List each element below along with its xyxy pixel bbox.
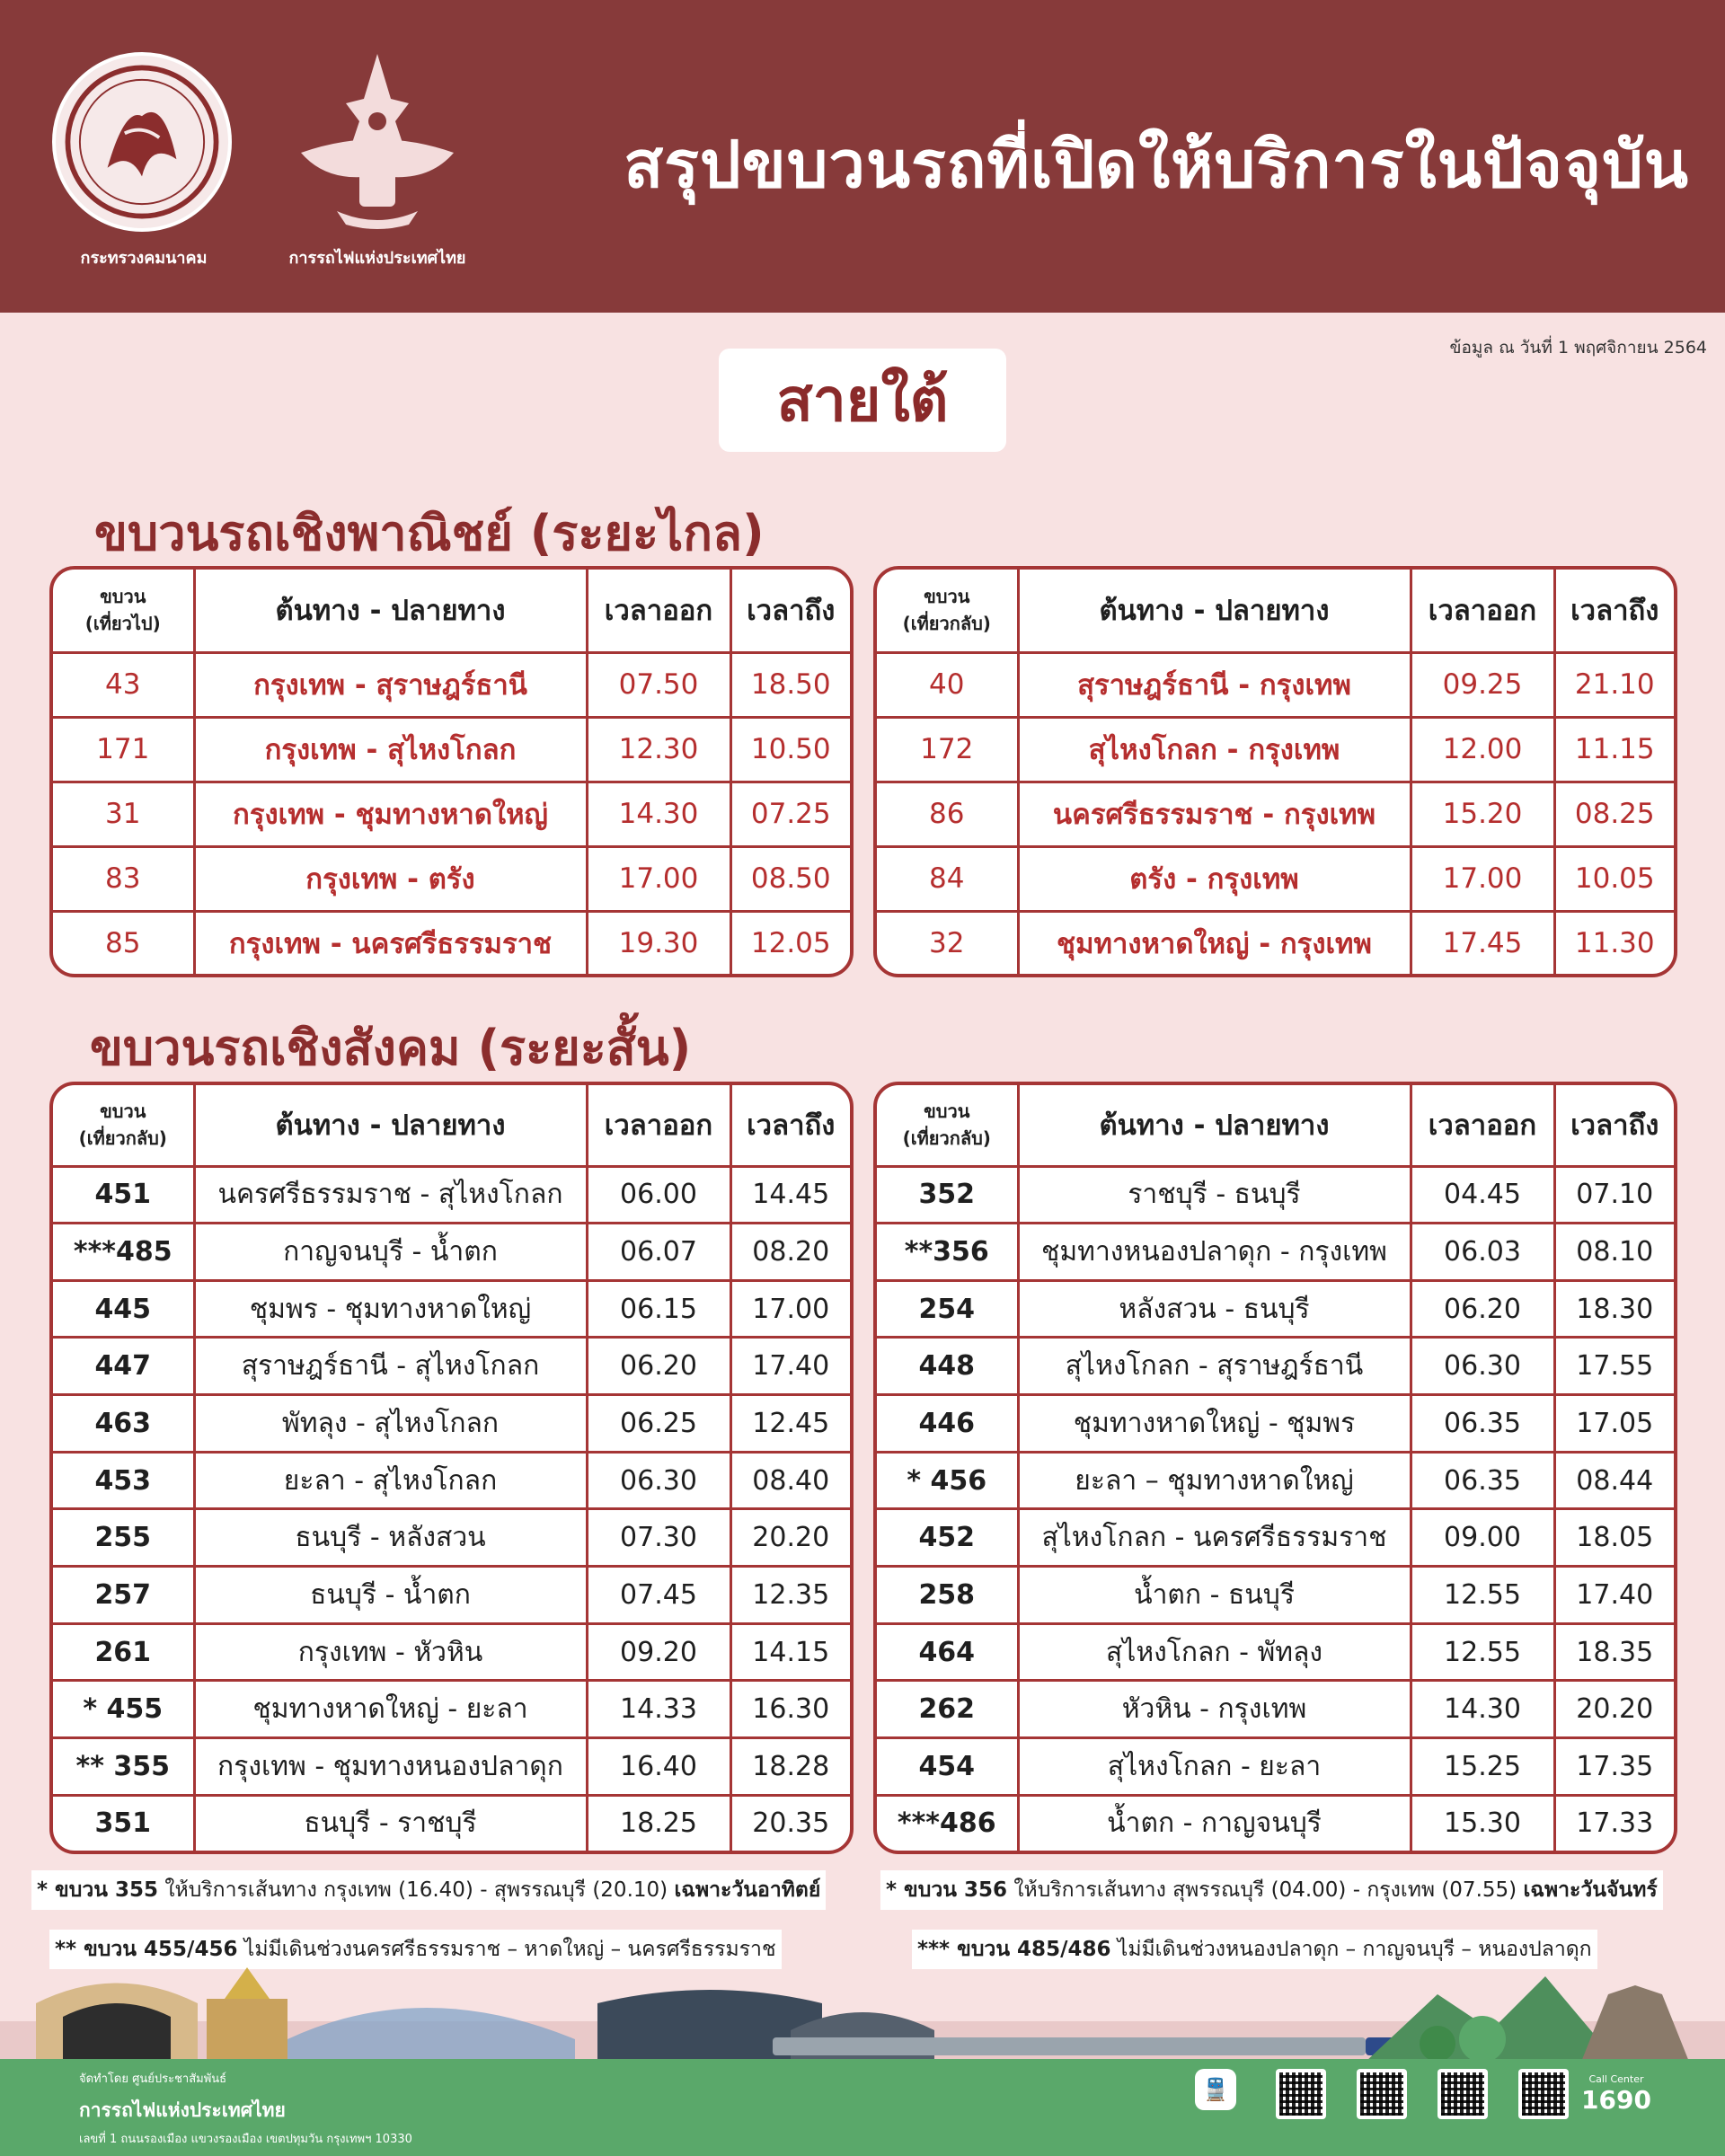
srt-emblem-logo bbox=[283, 49, 472, 234]
route-cell: สุไหงโกลก - ยะลา bbox=[1018, 1738, 1411, 1796]
depart-time: 15.30 bbox=[1411, 1795, 1554, 1851]
page-title: สรุปขบวนรถที่เปิดให้บริการในปัจจุบัน bbox=[624, 127, 1689, 202]
depart-header: เวลาออก bbox=[1411, 1085, 1554, 1166]
train-number: 454 bbox=[877, 1738, 1018, 1796]
arrive-time: 17.40 bbox=[730, 1338, 850, 1395]
table-row bbox=[877, 1452, 1674, 1509]
route-cell: ยะลา – ชุมทางหาดใหญ่ bbox=[1018, 1452, 1411, 1509]
arrive-time: 12.45 bbox=[730, 1395, 850, 1453]
route-header: ต้นทาง - ปลายทาง bbox=[1018, 570, 1411, 652]
table-row bbox=[877, 1166, 1674, 1224]
table-row bbox=[877, 1681, 1674, 1738]
call-center[interactable] bbox=[1581, 2073, 1651, 2115]
route-cell: กรุงเทพ - ชุมทางหนองปลาดุก bbox=[194, 1738, 587, 1796]
arrive-time: 18.30 bbox=[1554, 1280, 1674, 1338]
depart-time: 06.30 bbox=[587, 1452, 730, 1509]
route-cell: พัทลุง - สุไหงโกลก bbox=[194, 1395, 587, 1453]
table-row bbox=[53, 1567, 850, 1624]
arrive-time: 08.25 bbox=[1554, 782, 1674, 846]
table-row bbox=[877, 1280, 1674, 1338]
train-number: 32 bbox=[877, 911, 1018, 974]
depart-time: 12.30 bbox=[587, 717, 730, 782]
train-number: 446 bbox=[877, 1395, 1018, 1453]
region-label: สายใต้ bbox=[719, 349, 1006, 452]
arrive-time: 17.55 bbox=[1554, 1338, 1674, 1395]
train-app-icon[interactable]: 🚆 bbox=[1195, 2069, 1236, 2110]
arrive-time: 21.10 bbox=[1554, 652, 1674, 717]
route-cell: กาญจนบุรี - น้ำตก bbox=[194, 1224, 587, 1281]
data-date-note: ข้อมูล ณ วันที่ 1 พฤศจิกายน 2564 bbox=[1449, 338, 1707, 358]
table-row bbox=[877, 717, 1674, 782]
depart-time: 06.07 bbox=[587, 1224, 730, 1281]
train-no-header: ขบวน (เที่ยวไป) bbox=[53, 570, 194, 652]
train-number: **356 bbox=[877, 1224, 1018, 1281]
depart-time: 06.20 bbox=[1411, 1280, 1554, 1338]
table-row bbox=[877, 1738, 1674, 1796]
depart-time: 07.30 bbox=[587, 1509, 730, 1567]
depart-time: 14.30 bbox=[587, 782, 730, 846]
table-row bbox=[53, 782, 850, 846]
route-cell: สุราษฎร์ธานี - กรุงเทพ bbox=[1018, 652, 1411, 717]
arrive-time: 18.50 bbox=[730, 652, 850, 717]
table-row bbox=[53, 652, 850, 717]
short-distance-section-title: ขบวนรถเชิงสังคม (ระยะสั้น) bbox=[90, 1020, 692, 1076]
arrive-time: 17.05 bbox=[1554, 1395, 1674, 1453]
arrive-time: 17.35 bbox=[1554, 1738, 1674, 1796]
table-row bbox=[53, 1623, 850, 1681]
route-cell: น้ำตก - ธนบุรี bbox=[1018, 1567, 1411, 1624]
depart-header: เวลาออก bbox=[587, 1085, 730, 1166]
depart-time: 18.25 bbox=[587, 1795, 730, 1851]
arrive-time: 08.44 bbox=[1554, 1452, 1674, 1509]
table-row bbox=[877, 911, 1674, 974]
train-number: 464 bbox=[877, 1623, 1018, 1681]
route-cell: ชุมทางหาดใหญ่ - ยะลา bbox=[194, 1681, 587, 1738]
route-cell: ธนบุรี - หลังสวน bbox=[194, 1509, 587, 1567]
depart-time: 12.55 bbox=[1411, 1623, 1554, 1681]
route-cell: น้ำตก - กาญจนบุรี bbox=[1018, 1795, 1411, 1851]
train-number: 352 bbox=[877, 1166, 1018, 1224]
note-train-355: * ขบวน 355 ให้บริการเส้นทาง กรุงเทพ (16.40) - สุพรรณบุรี (20.10) เฉพาะวันอาทิตย์ bbox=[31, 1870, 826, 1910]
route-cell: กรุงเทพ - ตรัง bbox=[194, 846, 587, 911]
depart-time: 12.55 bbox=[1411, 1567, 1554, 1624]
arrive-time: 07.25 bbox=[730, 782, 850, 846]
depart-time: 07.50 bbox=[587, 652, 730, 717]
train-number: 262 bbox=[877, 1681, 1018, 1738]
qr-code-4[interactable] bbox=[1518, 2069, 1569, 2119]
arrive-time: 11.30 bbox=[1554, 911, 1674, 974]
srt-caption: การรถไฟแห่งประเทศไทย bbox=[288, 249, 466, 268]
footer-producer: จัดทำโดย ศูนย์ประชาสัมพันธ์ bbox=[79, 2072, 227, 2086]
depart-time: 06.15 bbox=[587, 1280, 730, 1338]
train-number: 463 bbox=[53, 1395, 194, 1453]
depart-time: 07.45 bbox=[587, 1567, 730, 1624]
note-train-455-456: ** ขบวน 455/456 ไม่มีเดินช่วงนครศรีธรรมราช – หาดใหญ่ – นครศรีธรรมราช bbox=[49, 1930, 782, 1969]
table-row bbox=[877, 652, 1674, 717]
table-row bbox=[53, 1452, 850, 1509]
route-cell: กรุงเทพ - สุไหงโกลก bbox=[194, 717, 587, 782]
train-number: 85 bbox=[53, 911, 194, 974]
route-cell: ธนบุรี - ราชบุรี bbox=[194, 1795, 587, 1851]
train-number: 254 bbox=[877, 1280, 1018, 1338]
table-row bbox=[53, 1280, 850, 1338]
arrive-time: 08.20 bbox=[730, 1224, 850, 1281]
table-row bbox=[53, 1795, 850, 1851]
arrive-time: 14.15 bbox=[730, 1623, 850, 1681]
depart-time: 19.30 bbox=[587, 911, 730, 974]
route-cell: ชุมทางหาดใหญ่ - ชุมพร bbox=[1018, 1395, 1411, 1453]
footer-org-name: การรถไฟแห่งประเทศไทย bbox=[79, 2099, 286, 2121]
depart-time: 06.35 bbox=[1411, 1395, 1554, 1453]
arrive-time: 20.35 bbox=[730, 1795, 850, 1851]
route-cell: ชุมทางหนองปลาดุก - กรุงเทพ bbox=[1018, 1224, 1411, 1281]
arrive-header: เวลาถึง bbox=[730, 570, 850, 652]
route-cell: ชุมพร - ชุมทางหาดใหญ่ bbox=[194, 1280, 587, 1338]
depart-time: 06.25 bbox=[587, 1395, 730, 1453]
short-table-right bbox=[873, 1082, 1677, 1854]
route-cell: สุราษฎร์ธานี - สุไหงโกลก bbox=[194, 1338, 587, 1395]
long-distance-section-title: ขบวนรถเชิงพาณิชย์ (ระยะไกล) bbox=[94, 505, 765, 561]
route-cell: กรุงเทพ - สุราษฎร์ธานี bbox=[194, 652, 587, 717]
train-number: 261 bbox=[53, 1623, 194, 1681]
route-header: ต้นทาง - ปลายทาง bbox=[1018, 1085, 1411, 1166]
route-cell: กรุงเทพ - นครศรีธรรมราช bbox=[194, 911, 587, 974]
header-banner bbox=[0, 0, 1725, 313]
train-no-header: ขบวน (เที่ยวกลับ) bbox=[877, 570, 1018, 652]
long-return-table bbox=[873, 566, 1677, 977]
route-cell: ธนบุรี - น้ำตก bbox=[194, 1567, 587, 1624]
train-number: 86 bbox=[877, 782, 1018, 846]
table-row bbox=[877, 782, 1674, 846]
route-header: ต้นทาง - ปลายทาง bbox=[194, 570, 587, 652]
arrive-time: 18.28 bbox=[730, 1738, 850, 1796]
train-number: 445 bbox=[53, 1280, 194, 1338]
route-header: ต้นทาง - ปลายทาง bbox=[194, 1085, 587, 1166]
arrive-time: 20.20 bbox=[1554, 1681, 1674, 1738]
depart-time: 06.30 bbox=[1411, 1338, 1554, 1395]
train-number: * 455 bbox=[53, 1681, 194, 1738]
depart-time: 12.00 bbox=[1411, 717, 1554, 782]
arrive-time: 20.20 bbox=[730, 1509, 850, 1567]
table-row bbox=[53, 911, 850, 974]
table-row bbox=[53, 717, 850, 782]
table-row bbox=[877, 1338, 1674, 1395]
table-row bbox=[877, 1795, 1674, 1851]
arrive-time: 08.40 bbox=[730, 1452, 850, 1509]
call-center-number: 1690 bbox=[1581, 2085, 1651, 2115]
depart-time: 17.45 bbox=[1411, 911, 1554, 974]
table-row bbox=[877, 1224, 1674, 1281]
ministry-caption: กระทรวงคมนาคม bbox=[80, 249, 208, 268]
arrive-header: เวลาถึง bbox=[730, 1085, 850, 1166]
table-row bbox=[53, 1338, 850, 1395]
route-cell: กรุงเทพ - หัวหิน bbox=[194, 1623, 587, 1681]
train-number: 448 bbox=[877, 1338, 1018, 1395]
footer-address: เลขที่ 1 ถนนรองเมือง แขวงรองเมือง เขตปทุมวัน กรุงเทพฯ 10330 bbox=[79, 2133, 412, 2146]
route-cell: ตรัง - กรุงเทพ bbox=[1018, 846, 1411, 911]
route-cell: ยะลา - สุไหงโกลก bbox=[194, 1452, 587, 1509]
note-train-485-486: *** ขบวน 485/486 ไม่มีเดินช่วงหนองปลาดุก – กาญจนบุรี – หนองปลาดุก bbox=[912, 1930, 1597, 1969]
note-train-356: * ขบวน 356 ให้บริการเส้นทาง สุพรรณบุรี (04.00) - กรุงเทพ (07.55) เฉพาะวันจันทร์ bbox=[880, 1870, 1663, 1910]
depart-time: 06.20 bbox=[587, 1338, 730, 1395]
route-cell: นครศรีธรรมราช - สุไหงโกลก bbox=[194, 1166, 587, 1224]
route-cell: สุไหงโกลก - นครศรีธรรมราช bbox=[1018, 1509, 1411, 1567]
table-row bbox=[877, 846, 1674, 911]
short-table-left bbox=[49, 1082, 854, 1854]
table-row bbox=[877, 1395, 1674, 1453]
route-cell: ราชบุรี - ธนบุรี bbox=[1018, 1166, 1411, 1224]
arrive-time: 18.05 bbox=[1554, 1509, 1674, 1567]
train-no-header: ขบวน (เที่ยวกลับ) bbox=[53, 1085, 194, 1166]
route-cell: สุไหงโกลก - สุราษฎร์ธานี bbox=[1018, 1338, 1411, 1395]
train-number: 83 bbox=[53, 846, 194, 911]
train-number: 453 bbox=[53, 1452, 194, 1509]
arrive-time: 11.15 bbox=[1554, 717, 1674, 782]
depart-time: 17.00 bbox=[587, 846, 730, 911]
route-cell: หลังสวน - ธนบุรี bbox=[1018, 1280, 1411, 1338]
train-no-header: ขบวน (เที่ยวกลับ) bbox=[877, 1085, 1018, 1166]
train-number: 447 bbox=[53, 1338, 194, 1395]
ministry-seal-logo bbox=[52, 52, 232, 232]
table-row bbox=[53, 1681, 850, 1738]
arrive-time: 10.05 bbox=[1554, 846, 1674, 911]
table-row bbox=[53, 1395, 850, 1453]
depart-time: 15.20 bbox=[1411, 782, 1554, 846]
train-number: ***485 bbox=[53, 1224, 194, 1281]
table-row bbox=[877, 1623, 1674, 1681]
arrive-time: 17.33 bbox=[1554, 1795, 1674, 1851]
route-cell: สุไหงโกลก - กรุงเทพ bbox=[1018, 717, 1411, 782]
depart-time: 17.00 bbox=[1411, 846, 1554, 911]
route-cell: นครศรีธรรมราช - กรุงเทพ bbox=[1018, 782, 1411, 846]
depart-time: 16.40 bbox=[587, 1738, 730, 1796]
train-number: 257 bbox=[53, 1567, 194, 1624]
arrive-time: 18.35 bbox=[1554, 1623, 1674, 1681]
depart-time: 06.03 bbox=[1411, 1224, 1554, 1281]
arrive-time: 17.40 bbox=[1554, 1567, 1674, 1624]
arrive-time: 08.50 bbox=[730, 846, 850, 911]
table-row bbox=[877, 1509, 1674, 1567]
qr-code-2[interactable] bbox=[1357, 2069, 1407, 2119]
qr-code-3[interactable] bbox=[1438, 2069, 1488, 2119]
train-number: 255 bbox=[53, 1509, 194, 1567]
depart-time: 06.00 bbox=[587, 1166, 730, 1224]
depart-header: เวลาออก bbox=[1411, 570, 1554, 652]
table-row bbox=[53, 1509, 850, 1567]
depart-time: 09.00 bbox=[1411, 1509, 1554, 1567]
depart-time: 09.20 bbox=[587, 1623, 730, 1681]
train-number: 171 bbox=[53, 717, 194, 782]
route-cell: ชุมทางหาดใหญ่ - กรุงเทพ bbox=[1018, 911, 1411, 974]
depart-time: 06.35 bbox=[1411, 1452, 1554, 1509]
depart-time: 09.25 bbox=[1411, 652, 1554, 717]
arrive-time: 12.35 bbox=[730, 1567, 850, 1624]
train-number: 351 bbox=[53, 1795, 194, 1851]
depart-header: เวลาออก bbox=[587, 570, 730, 652]
route-cell: สุไหงโกลก - พัทลุง bbox=[1018, 1623, 1411, 1681]
train-number: 172 bbox=[877, 717, 1018, 782]
train-number: 31 bbox=[53, 782, 194, 846]
app-qr-group bbox=[1195, 2069, 1236, 2110]
route-cell: หัวหิน - กรุงเทพ bbox=[1018, 1681, 1411, 1738]
table-row bbox=[53, 1738, 850, 1796]
arrive-header: เวลาถึง bbox=[1554, 1085, 1674, 1166]
arrive-time: 14.45 bbox=[730, 1166, 850, 1224]
train-number: 451 bbox=[53, 1166, 194, 1224]
train-number: ***486 bbox=[877, 1795, 1018, 1851]
arrive-time: 12.05 bbox=[730, 911, 850, 974]
arrive-time: 10.50 bbox=[730, 717, 850, 782]
train-number: 40 bbox=[877, 652, 1018, 717]
arrive-time: 17.00 bbox=[730, 1280, 850, 1338]
table-row bbox=[53, 846, 850, 911]
train-number: 258 bbox=[877, 1567, 1018, 1624]
call-center-label: Call Center bbox=[1588, 2073, 1644, 2085]
train-number: 84 bbox=[877, 846, 1018, 911]
route-cell: กรุงเทพ - ชุมทางหาดใหญ่ bbox=[194, 782, 587, 846]
station-illustration bbox=[0, 1967, 1725, 2062]
long-outbound-table bbox=[49, 566, 854, 977]
arrive-header: เวลาถึง bbox=[1554, 570, 1674, 652]
depart-time: 14.30 bbox=[1411, 1681, 1554, 1738]
depart-time: 15.25 bbox=[1411, 1738, 1554, 1796]
train-number: * 456 bbox=[877, 1452, 1018, 1509]
train-number: 43 bbox=[53, 652, 194, 717]
arrive-time: 07.10 bbox=[1554, 1166, 1674, 1224]
table-row bbox=[53, 1166, 850, 1224]
arrive-time: 08.10 bbox=[1554, 1224, 1674, 1281]
depart-time: 14.33 bbox=[587, 1681, 730, 1738]
depart-time: 04.45 bbox=[1411, 1166, 1554, 1224]
table-row bbox=[53, 1224, 850, 1281]
train-number: ** 355 bbox=[53, 1738, 194, 1796]
table-row bbox=[877, 1567, 1674, 1624]
train-number: 452 bbox=[877, 1509, 1018, 1567]
qr-code-1[interactable] bbox=[1276, 2069, 1326, 2119]
arrive-time: 16.30 bbox=[730, 1681, 850, 1738]
